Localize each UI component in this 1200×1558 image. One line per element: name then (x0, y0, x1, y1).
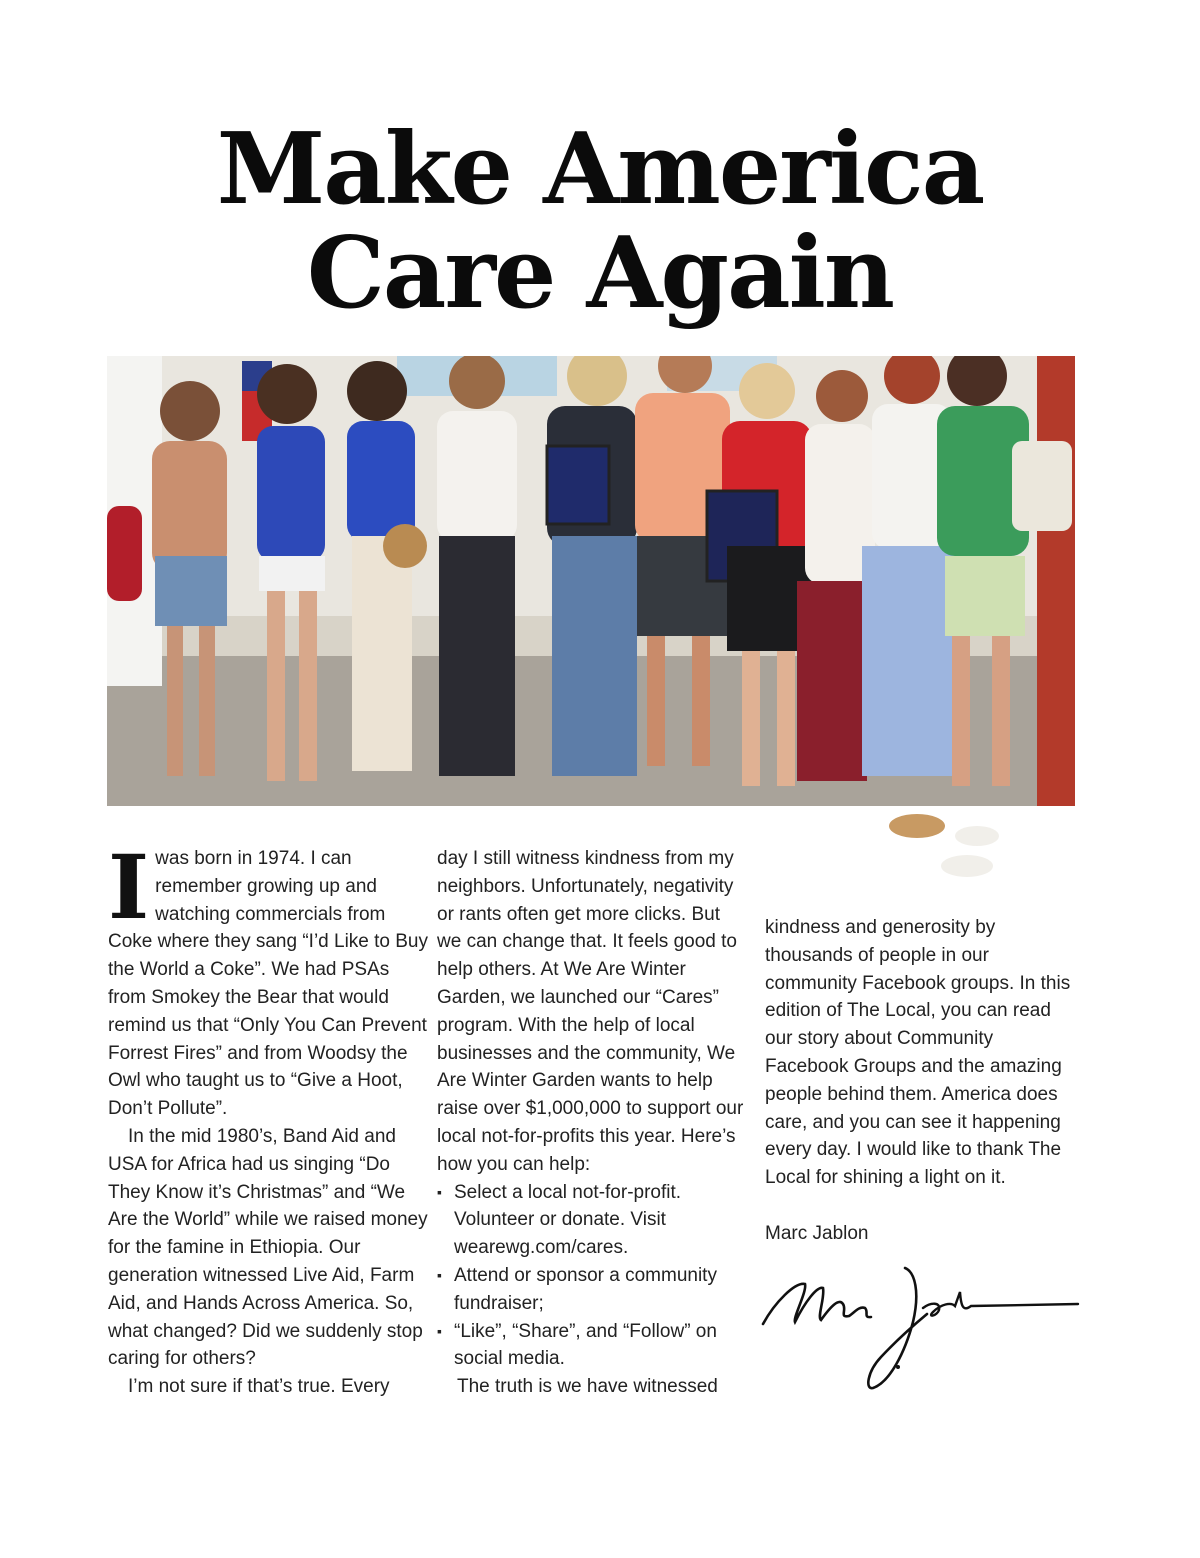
bullet-icon: ▪ (437, 1183, 442, 1200)
title-line-2: Care Again (306, 216, 894, 331)
bullet-icon: ▪ (437, 1266, 442, 1283)
drop-cap: I (108, 835, 150, 939)
page-title (0, 112, 1200, 331)
list-item: ▪ Attend or sponsor a community fundraiser; (437, 1262, 747, 1318)
help-list (437, 1179, 747, 1374)
title-line-1: Make America (216, 112, 984, 227)
article-paragraph: I’m not sure if that’s true. Every (128, 1376, 390, 1398)
group-photo (107, 356, 1075, 806)
article-column-1 (108, 835, 429, 1401)
list-item: ▪ “Like”, “Share”, and “Follow” on social media. (437, 1318, 747, 1374)
article-column-3 (765, 914, 1075, 1248)
author-name: Marc Jablon (765, 1222, 869, 1244)
article-paragraph: The truth is we have witnessed (457, 1376, 718, 1398)
article-paragraph: day I still witness kindness from my neighbors. Unfortunately, negativity or rants often get more clicks. But we can change that. It feels good to help others. At We Are Winter Garden, we launched our “Cares” program. With the help of local businesses and the community, We Are Winter Garden wants to help raise over $1,000,000 to support our local not-for-profits this year. Here’s how you can help: (437, 848, 744, 1175)
signature-icon (755, 1262, 1085, 1392)
paragraph-text: was born in 1974. I can remember growing up and watching commercials from Coke where they sang “I’d Like to Buy the World a Coke”. We had PSAs from Smokey the Bear that would remind us that “Only You Can Prevent Forrest Fires” and from Woodsy the Owl who taught us to “Give a Hoot, Don’t Pollute”. (108, 848, 429, 1120)
group-photo-illustration (107, 356, 1075, 886)
list-item: ▪ Select a local not-for-profit. Volunteer or donate. Visit wearewg.com/cares. (437, 1179, 747, 1262)
article-column-2 (437, 845, 747, 1401)
article-paragraph: In the mid 1980’s, Band Aid and USA for Africa had us singing “Do They Know it’s Christmas” and “We Are the World” while we raised money for the famine in Ethiopia. Our generation witnessed Live Aid, Farm Aid, and Hands Across America. So, what changed? Did we suddenly stop caring for others? (108, 1125, 428, 1370)
bullet-icon: ▪ (437, 1322, 442, 1339)
article-paragraph (108, 835, 429, 1123)
article-paragraph: kindness and generosity by thousands of people in our community Facebook groups. In this edition of The Local, you can read our story about Community Facebook Groups and the amazing people behind them. America does care, and you can see it happening every day. I would like to thank The Local for shining a light on it. (765, 917, 1071, 1189)
